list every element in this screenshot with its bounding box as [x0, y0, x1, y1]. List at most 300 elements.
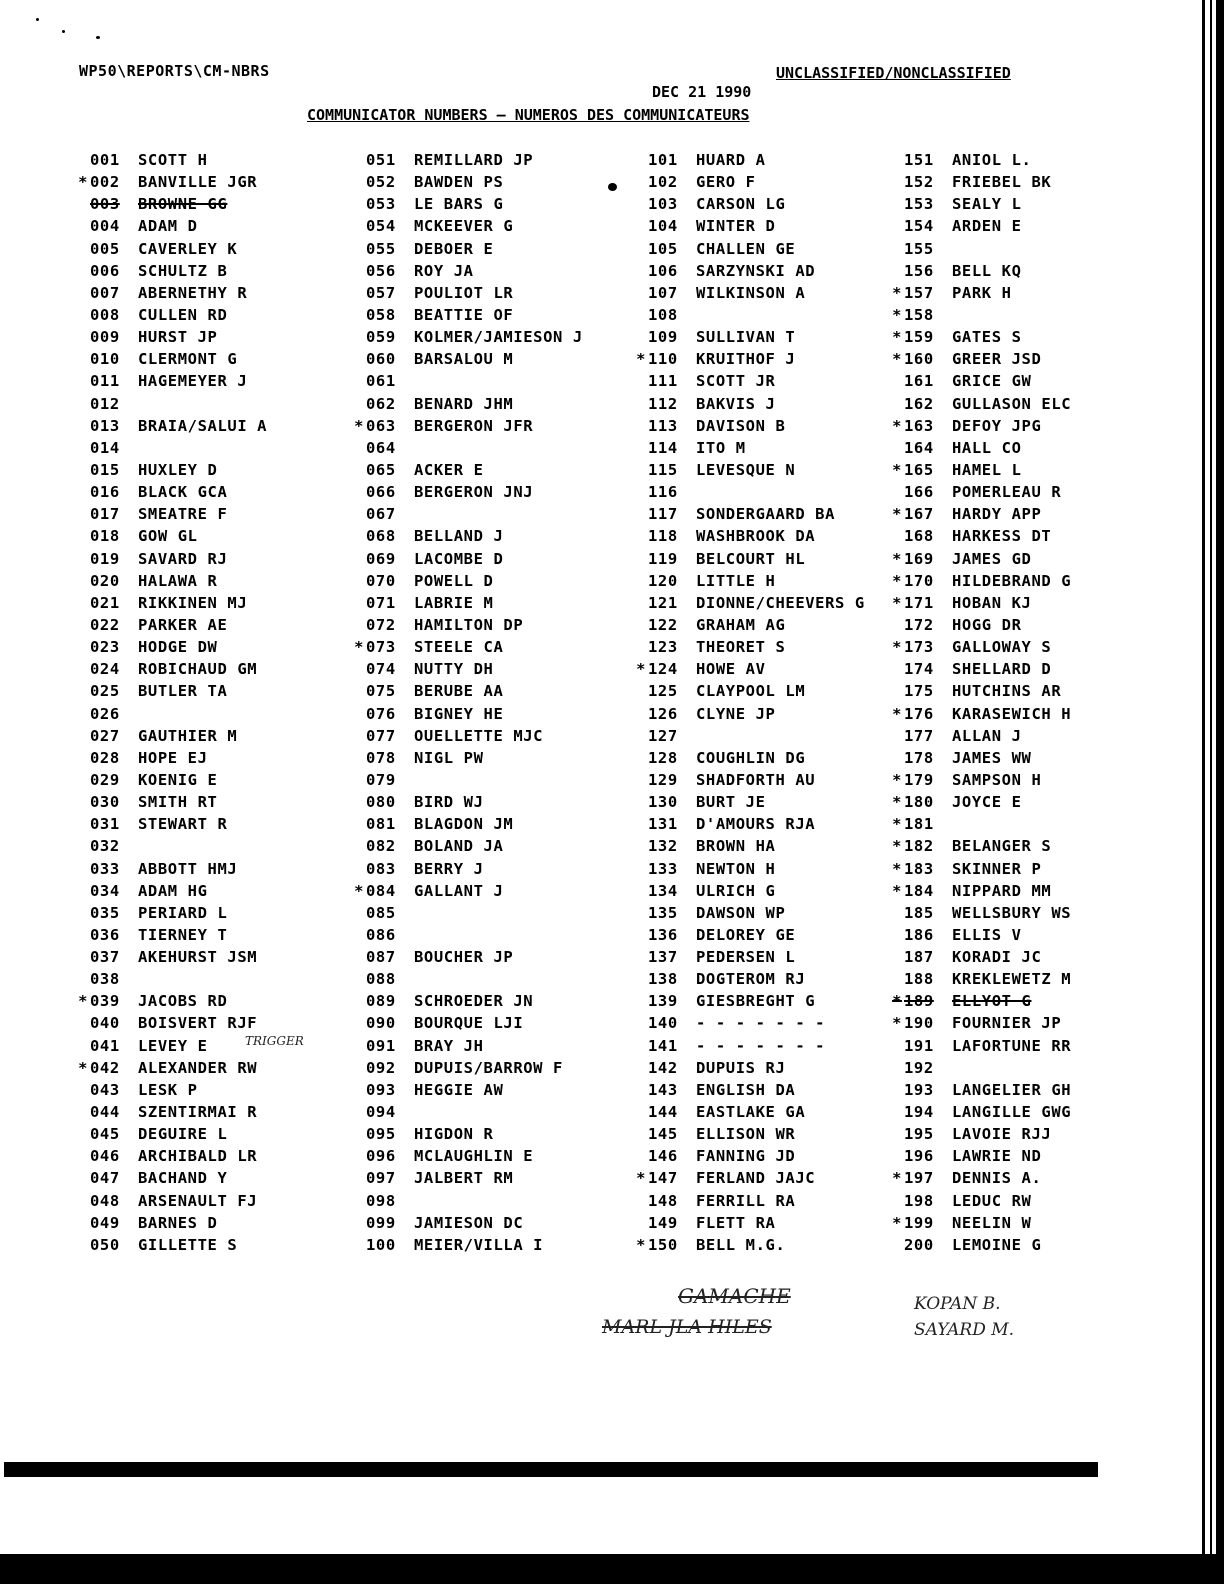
communicator-number: 186	[904, 925, 934, 944]
communicator-number: 042	[90, 1058, 120, 1077]
communicator-number: 015	[90, 460, 120, 479]
roster-row	[888, 968, 1071, 990]
communicator-number: 004	[90, 217, 120, 236]
asterisk-mark	[632, 1101, 646, 1123]
roster-row	[632, 1190, 865, 1212]
roster-row	[632, 747, 865, 769]
communicator-number: 187	[904, 948, 934, 967]
asterisk-mark	[350, 238, 364, 260]
roster-row	[74, 968, 267, 990]
roster-row	[888, 747, 1071, 769]
communicator-name: DELOREY GE	[696, 925, 796, 944]
roster-row	[888, 1057, 1071, 1079]
communicator-number: 085	[366, 903, 396, 922]
asterisk-mark	[632, 1212, 646, 1234]
asterisk-mark	[74, 769, 88, 791]
communicator-number: 069	[366, 549, 396, 568]
communicator-name: SAVARD RJ	[138, 549, 228, 568]
roster-row	[74, 437, 267, 459]
roster-row	[888, 703, 1071, 725]
communicator-name: JAMES WW	[952, 748, 1032, 767]
communicator-name: HARKESS DT	[952, 527, 1052, 546]
roster-row	[74, 171, 267, 193]
asterisk-mark	[74, 813, 88, 835]
asterisk-mark	[74, 791, 88, 813]
roster-row	[632, 193, 865, 215]
communicator-name: LABRIE M	[414, 593, 494, 612]
roster-row	[74, 680, 267, 702]
communicator-name: ALLAN J	[952, 726, 1022, 745]
communicator-number: 132	[648, 837, 678, 856]
communicator-number: 094	[366, 1103, 396, 1122]
asterisk-mark	[632, 282, 646, 304]
asterisk-mark	[74, 1079, 88, 1101]
asterisk-mark	[350, 592, 364, 614]
roster-row	[632, 437, 865, 459]
asterisk-mark	[632, 769, 646, 791]
communicator-number: 137	[648, 948, 678, 967]
communicator-name: JACOBS RD	[138, 992, 228, 1011]
roster-row	[632, 1212, 865, 1234]
roster-row	[350, 326, 583, 348]
communicator-number: 092	[366, 1058, 396, 1077]
communicator-name: KOENIG E	[138, 770, 218, 789]
communicator-name: GOW GL	[138, 527, 198, 546]
asterisk-mark: *	[78, 1058, 88, 1077]
communicator-number: 005	[90, 239, 120, 258]
communicator-number: 152	[904, 173, 934, 192]
roster-row	[888, 658, 1071, 680]
communicator-number: 059	[366, 328, 396, 347]
communicator-number: 067	[366, 505, 396, 524]
communicator-name: MEIER/VILLA I	[414, 1235, 544, 1254]
communicator-name: ALEXANDER RW	[138, 1058, 258, 1077]
communicator-name	[690, 304, 696, 326]
asterisk-mark	[74, 370, 88, 392]
asterisk-mark	[74, 747, 88, 769]
roster-row	[632, 1035, 865, 1057]
communicator-name	[946, 813, 952, 835]
asterisk-mark	[350, 326, 364, 348]
communicator-number: 122	[648, 615, 678, 634]
scan-speck	[36, 18, 39, 21]
roster-row	[632, 149, 865, 171]
asterisk-mark: *	[78, 173, 88, 192]
communicator-name: BOURQUE LJI	[414, 1014, 524, 1033]
asterisk-mark	[632, 968, 646, 990]
asterisk-mark: *	[892, 549, 902, 568]
communicator-name	[408, 370, 414, 392]
communicator-name: BRAY JH	[414, 1036, 484, 1055]
handwritten-name-4: SAYARD M.	[914, 1320, 1015, 1340]
roster-row	[888, 858, 1071, 880]
communicator-name: SCOTT JR	[696, 372, 776, 391]
communicator-name: POWELL D	[414, 571, 494, 590]
asterisk-mark	[888, 946, 902, 968]
communicator-number: 159	[904, 328, 934, 347]
communicator-name	[408, 902, 414, 924]
communicator-number: 146	[648, 1147, 678, 1166]
communicator-name: CULLEN RD	[138, 305, 228, 324]
communicator-name: JAMES GD	[952, 549, 1032, 568]
roster-row	[632, 326, 865, 348]
communicator-number: 113	[648, 416, 678, 435]
communicator-number: 066	[366, 483, 396, 502]
roster-row	[74, 238, 267, 260]
roster-row	[888, 215, 1071, 237]
communicator-name: HIGDON R	[414, 1125, 494, 1144]
asterisk-mark: *	[636, 1235, 646, 1254]
communicator-number: 056	[366, 261, 396, 280]
communicator-number: 191	[904, 1036, 934, 1055]
communicator-name: LAFORTUNE RR	[952, 1036, 1072, 1055]
communicator-number: 050	[90, 1235, 120, 1254]
communicator-name: BOISVERT RJF	[138, 1014, 258, 1033]
roster-row	[888, 503, 1071, 525]
communicator-name: BROWNE GG	[138, 195, 228, 214]
roster-row	[888, 1035, 1071, 1057]
communicator-name: ARDEN E	[952, 217, 1022, 236]
communicator-name: THEORET S	[696, 638, 786, 657]
roster-row	[888, 1079, 1071, 1101]
communicator-number: 176	[904, 704, 934, 723]
asterisk-mark	[632, 171, 646, 193]
communicator-number: 118	[648, 527, 678, 546]
roster-row	[74, 1079, 267, 1101]
communicator-number: 182	[904, 837, 934, 856]
asterisk-mark	[632, 215, 646, 237]
asterisk-mark	[632, 946, 646, 968]
roster-row	[888, 437, 1071, 459]
asterisk-mark	[74, 193, 88, 215]
communicator-number: 162	[904, 394, 934, 413]
communicator-number: 149	[648, 1213, 678, 1232]
roster-row	[888, 393, 1071, 415]
roster-row	[74, 348, 267, 370]
communicator-name: BELL M.G.	[696, 1235, 786, 1254]
communicator-name: SONDERGAARD BA	[696, 505, 836, 524]
communicator-number: 155	[904, 239, 934, 258]
asterisk-mark	[632, 990, 646, 1012]
communicator-number: 032	[90, 837, 120, 856]
roster-row	[888, 1101, 1071, 1123]
roster-row	[632, 813, 865, 835]
roster-row	[350, 592, 583, 614]
communicator-number: 026	[90, 704, 120, 723]
roster-row	[74, 1190, 267, 1212]
roster-row	[888, 1145, 1071, 1167]
roster-row	[350, 680, 583, 702]
communicator-name: GALLOWAY S	[952, 638, 1052, 657]
communicator-name: LEDUC RW	[952, 1191, 1032, 1210]
asterisk-mark	[632, 459, 646, 481]
communicator-number: 154	[904, 217, 934, 236]
communicator-name: STEWART R	[138, 815, 228, 834]
communicator-name: FRIEBEL BK	[952, 173, 1052, 192]
communicator-name: CLERMONT G	[138, 350, 238, 369]
communicator-name: SZENTIRMAI R	[138, 1103, 258, 1122]
communicator-name: FLETT RA	[696, 1213, 776, 1232]
asterisk-mark	[350, 614, 364, 636]
communicator-number: 029	[90, 770, 120, 789]
asterisk-mark: *	[892, 593, 902, 612]
roster-row	[632, 614, 865, 636]
roster-row	[74, 525, 267, 547]
asterisk-mark	[74, 858, 88, 880]
communicator-name: GAUTHIER M	[138, 726, 238, 745]
communicator-number: 090	[366, 1014, 396, 1033]
asterisk-mark	[350, 282, 364, 304]
asterisk-mark	[74, 393, 88, 415]
roster-row	[888, 193, 1071, 215]
bottom-rule	[4, 1462, 1098, 1477]
communicator-number: 114	[648, 438, 678, 457]
communicator-name: KORADI JC	[952, 948, 1042, 967]
roster-row	[888, 1234, 1071, 1256]
asterisk-mark	[74, 1012, 88, 1034]
roster-row	[350, 238, 583, 260]
asterisk-mark	[350, 149, 364, 171]
communicator-name: DUPUIS RJ	[696, 1058, 786, 1077]
roster-row	[632, 370, 865, 392]
communicator-name: HOBAN KJ	[952, 593, 1032, 612]
asterisk-mark: *	[892, 704, 902, 723]
communicator-name: LESK P	[138, 1080, 198, 1099]
communicator-name: NEWTON H	[696, 859, 776, 878]
communicator-number: 131	[648, 815, 678, 834]
communicator-number: 043	[90, 1080, 120, 1099]
communicator-number: 040	[90, 1014, 120, 1033]
communicator-number: 148	[648, 1191, 678, 1210]
communicator-number: 105	[648, 239, 678, 258]
communicator-name	[408, 924, 414, 946]
handwritten-name-3: KOPAN B.	[914, 1294, 1001, 1314]
roster-row	[350, 968, 583, 990]
communicator-number: 061	[366, 372, 396, 391]
communicator-name: ULRICH G	[696, 881, 776, 900]
communicator-number: 089	[366, 992, 396, 1011]
asterisk-mark	[74, 215, 88, 237]
roster-row	[350, 924, 583, 946]
roster-row	[350, 1035, 583, 1057]
communicator-name: BRAIA/SALUI A	[138, 416, 268, 435]
communicator-name: SEALY L	[952, 195, 1022, 214]
asterisk-mark	[888, 437, 902, 459]
asterisk-mark	[632, 813, 646, 835]
roster-row	[74, 282, 267, 304]
roster-row	[350, 1079, 583, 1101]
communicator-number: 117	[648, 505, 678, 524]
asterisk-mark	[632, 437, 646, 459]
roster-row	[350, 282, 583, 304]
roster-row	[888, 149, 1071, 171]
asterisk-mark	[888, 1101, 902, 1123]
roster-row	[888, 459, 1071, 481]
communicator-number: 134	[648, 881, 678, 900]
roster-row	[74, 658, 267, 680]
roster-row	[632, 415, 865, 437]
roster-row	[888, 282, 1071, 304]
asterisk-mark: *	[892, 837, 902, 856]
asterisk-mark: *	[636, 660, 646, 679]
communicator-number: 157	[904, 283, 934, 302]
communicator-number: 101	[648, 151, 678, 169]
communicator-number: 126	[648, 704, 678, 723]
asterisk-mark: *	[892, 793, 902, 812]
roster-row	[74, 614, 267, 636]
communicator-number: 020	[90, 571, 120, 590]
communicator-number: 136	[648, 925, 678, 944]
roster-row	[632, 636, 865, 658]
communicator-number: 072	[366, 615, 396, 634]
roster-row	[632, 880, 865, 902]
communicator-number: 163	[904, 416, 934, 435]
asterisk-mark	[350, 1145, 364, 1167]
communicator-number: 046	[90, 1147, 120, 1166]
communicator-name: DAVISON B	[696, 416, 786, 435]
asterisk-mark	[632, 902, 646, 924]
roster-row	[632, 902, 865, 924]
asterisk-mark	[632, 614, 646, 636]
roster-row	[888, 570, 1071, 592]
communicator-name	[946, 304, 952, 326]
roster-row	[74, 503, 267, 525]
communicator-number: 033	[90, 859, 120, 878]
communicator-name: LANGILLE GWG	[952, 1103, 1072, 1122]
communicator-name	[408, 437, 414, 459]
communicator-name: BANVILLE JGR	[138, 173, 258, 192]
communicator-name: GRAHAM AG	[696, 615, 786, 634]
communicator-name: HOWE AV	[696, 660, 766, 679]
asterisk-mark	[350, 1123, 364, 1145]
communicator-number: 133	[648, 859, 678, 878]
communicator-number: 054	[366, 217, 396, 236]
communicator-number: 153	[904, 195, 934, 214]
asterisk-mark: *	[892, 571, 902, 590]
roster-row	[888, 525, 1071, 547]
communicator-number: 142	[648, 1058, 678, 1077]
communicator-name: LANGELIER GH	[952, 1080, 1072, 1099]
communicator-name: ARSENAULT FJ	[138, 1191, 258, 1210]
communicator-name: GIESBREGHT G	[696, 992, 816, 1011]
roster-row	[632, 946, 865, 968]
roster-row	[350, 437, 583, 459]
communicator-name: ELLIS V	[952, 925, 1022, 944]
asterisk-mark	[350, 1167, 364, 1189]
roster-row	[632, 835, 865, 857]
asterisk-mark	[350, 813, 364, 835]
asterisk-mark	[350, 370, 364, 392]
communicator-name: HUTCHINS AR	[952, 682, 1062, 701]
asterisk-mark	[74, 525, 88, 547]
asterisk-mark	[350, 1190, 364, 1212]
roster-row	[632, 858, 865, 880]
roster-row	[632, 171, 865, 193]
asterisk-mark	[350, 393, 364, 415]
communicator-number: 192	[904, 1058, 934, 1077]
roster-row	[74, 1145, 267, 1167]
communicator-number: 138	[648, 970, 678, 989]
asterisk-mark	[632, 393, 646, 415]
communicator-number: 039	[90, 992, 120, 1011]
roster-row	[350, 393, 583, 415]
asterisk-mark	[350, 215, 364, 237]
asterisk-mark	[350, 990, 364, 1012]
roster-row	[632, 215, 865, 237]
communicator-name: HAMEL L	[952, 460, 1022, 479]
communicator-name	[132, 703, 138, 725]
communicator-name: WINTER D	[696, 217, 776, 236]
asterisk-mark	[632, 835, 646, 857]
communicator-name	[132, 437, 138, 459]
asterisk-mark	[350, 1057, 364, 1079]
communicator-number: 031	[90, 815, 120, 834]
asterisk-mark	[632, 570, 646, 592]
asterisk-mark: *	[636, 1169, 646, 1188]
communicator-number: 109	[648, 328, 678, 347]
communicator-number: 048	[90, 1191, 120, 1210]
communicator-name: CAVERLEY K	[138, 239, 238, 258]
communicator-number: 197	[904, 1169, 934, 1188]
asterisk-mark	[350, 437, 364, 459]
roster-row	[350, 348, 583, 370]
roster-row	[888, 902, 1071, 924]
roster-row	[888, 880, 1071, 902]
scan-right-edge	[1196, 0, 1224, 1584]
roster-row	[350, 835, 583, 857]
communicator-name: HUARD A	[696, 151, 766, 169]
asterisk-mark	[632, 1079, 646, 1101]
communicator-name: ANIOL L.	[952, 151, 1032, 169]
communicator-number: 147	[648, 1169, 678, 1188]
communicator-name: CLYNE JP	[696, 704, 776, 723]
communicator-name: BEATTIE OF	[414, 305, 514, 324]
communicator-number: 055	[366, 239, 396, 258]
roster-row	[350, 525, 583, 547]
roster-row	[632, 393, 865, 415]
communicator-number: 103	[648, 195, 678, 214]
communicator-name: GREER JSD	[952, 350, 1042, 369]
communicator-name: HILDEBRAND G	[952, 571, 1072, 590]
asterisk-mark: *	[892, 815, 902, 834]
communicator-number: 070	[366, 571, 396, 590]
communicator-name: ARCHIBALD LR	[138, 1147, 258, 1166]
communicator-number: 058	[366, 305, 396, 324]
communicator-number: 120	[648, 571, 678, 590]
communicator-number: 144	[648, 1103, 678, 1122]
communicator-name: KREKLEWETZ M	[952, 970, 1072, 989]
communicator-name: GERO F	[696, 173, 756, 192]
communicator-number: 127	[648, 726, 678, 745]
communicator-number: 194	[904, 1103, 934, 1122]
roster-row	[350, 725, 583, 747]
communicator-number: 080	[366, 793, 396, 812]
communicator-number: 189	[904, 992, 934, 1011]
communicator-name: WASHBROOK DA	[696, 527, 816, 546]
communicator-name: DEGUIRE L	[138, 1125, 228, 1144]
communicator-name: DEBOER E	[414, 239, 494, 258]
communicator-number: 018	[90, 527, 120, 546]
communicator-number: 063	[366, 416, 396, 435]
communicator-name: STEELE CA	[414, 638, 504, 657]
communicator-number: 193	[904, 1080, 934, 1099]
communicator-number: 051	[366, 151, 396, 169]
asterisk-mark	[74, 658, 88, 680]
roster-row	[888, 238, 1071, 260]
roster-row	[74, 570, 267, 592]
asterisk-mark: *	[892, 1213, 902, 1232]
asterisk-mark	[888, 1079, 902, 1101]
